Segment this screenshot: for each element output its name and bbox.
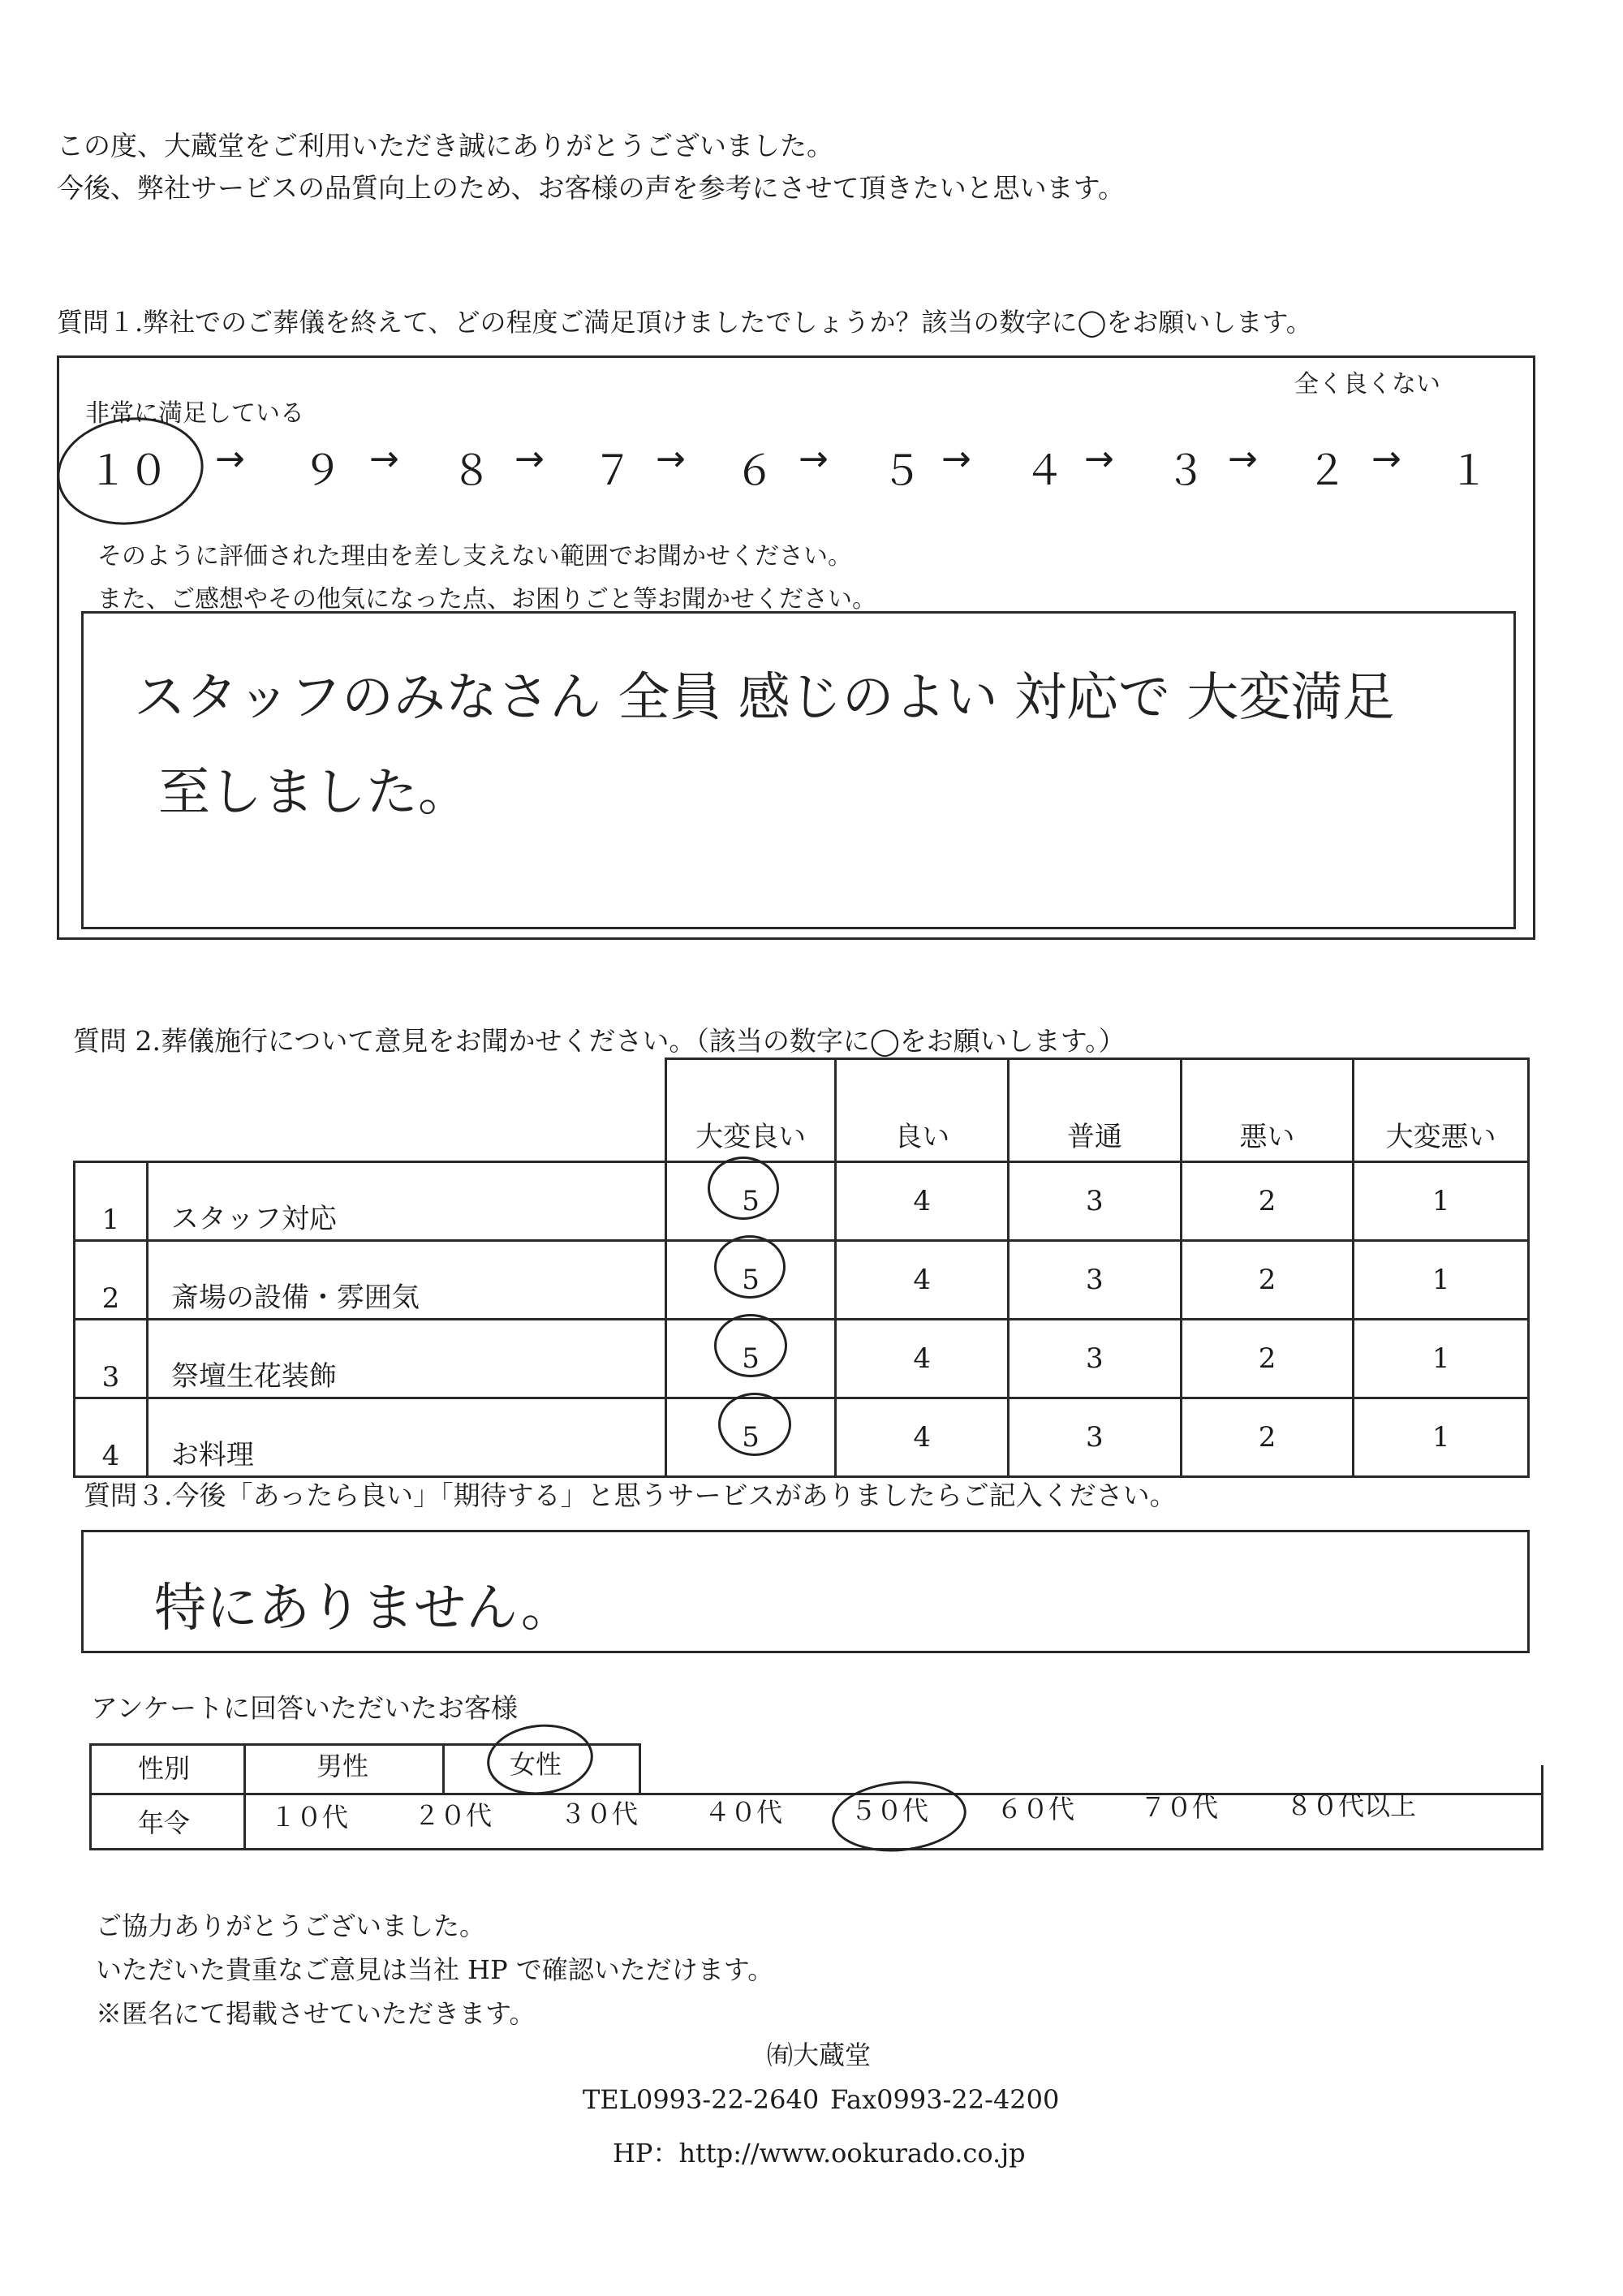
rating-1[interactable]: 1: [1354, 1320, 1529, 1398]
rating-5[interactable]: 5: [665, 1398, 836, 1477]
rating-3[interactable]: 3: [1009, 1320, 1182, 1398]
table-row: [75, 1320, 1529, 1398]
q2-header-very-good: 大変良い: [665, 1059, 836, 1162]
rating-2[interactable]: 2: [1181, 1320, 1354, 1398]
age-40s[interactable]: ４０代: [704, 1797, 783, 1828]
rating-3[interactable]: 3: [1009, 1241, 1182, 1320]
q1-answer-line-1: スタッフのみなさん 全員 感じのよい 対応で 大変満足: [134, 668, 1395, 728]
rating-3[interactable]: 3: [1009, 1398, 1182, 1477]
scale-2[interactable]: ２: [1307, 447, 1347, 494]
scale-8[interactable]: ８: [451, 447, 492, 494]
scale-arrow: →: [656, 438, 686, 480]
q1-title: 質問１.弊社でのご葬儀を終えて、どの程度ご満足頂けましたでしょうか？該当の数字に◯をお願いします。: [57, 307, 1312, 338]
rating-3[interactable]: 3: [1009, 1162, 1182, 1241]
company-tel: TEL0993-22-2640: [583, 2084, 820, 2115]
scale-arrow: →: [1371, 438, 1401, 480]
rating-2[interactable]: 2: [1181, 1162, 1354, 1241]
age-10s[interactable]: １０代: [270, 1802, 349, 1833]
age-80s-plus[interactable]: ８０代以上: [1286, 1790, 1417, 1821]
scale-10[interactable]: １０: [88, 447, 169, 494]
age-label: 年令: [138, 1807, 191, 1838]
scale-5[interactable]: ５: [881, 447, 922, 494]
q2-header-very-bad: 大変悪い: [1354, 1059, 1529, 1162]
table-row: [75, 1162, 1529, 1241]
q2-header-normal: 普通: [1009, 1059, 1182, 1162]
row-number: 2: [75, 1241, 148, 1320]
rating-5[interactable]: 5: [665, 1320, 836, 1398]
rating-2[interactable]: 2: [1181, 1398, 1354, 1477]
q1-right-label: 全く良くない: [1294, 370, 1440, 398]
intro-line-1: この度、大蔵堂をご利用いただき誠にありがとうございました。: [57, 130, 833, 162]
rating-4[interactable]: 4: [836, 1320, 1009, 1398]
row-number: 1: [75, 1162, 148, 1241]
q1-reason-line-2: また、ご感想やその他気になった点、お困りごと等お聞かせください。: [97, 585, 876, 614]
scale-arrow: →: [941, 438, 971, 480]
q1-left-label: 非常に満足している: [85, 399, 304, 428]
gender-male[interactable]: 男性: [316, 1751, 369, 1781]
rating-4[interactable]: 4: [836, 1241, 1009, 1320]
table-row: [75, 1241, 1529, 1320]
scale-arrow: →: [1084, 438, 1114, 480]
scale-3[interactable]: ３: [1165, 447, 1206, 494]
company-fax: Fax0993-22-4200: [830, 2084, 1060, 2115]
rating-2[interactable]: 2: [1181, 1241, 1354, 1320]
age-50s[interactable]: ５０代: [850, 1795, 929, 1826]
q2-header-good: 良い: [836, 1059, 1009, 1162]
q3-title: 質問３.今後「あったら良い」「期待する」と思うサービスがありましたらご記入ください。: [84, 1480, 1177, 1511]
q2-header-bad: 悪い: [1181, 1059, 1354, 1162]
rating-5[interactable]: 5: [665, 1162, 836, 1241]
rating-4[interactable]: 4: [836, 1398, 1009, 1477]
company-name: ㈲大蔵堂: [767, 2040, 872, 2070]
age-20s[interactable]: ２０代: [414, 1800, 493, 1831]
q3-answer: 特にありません。: [154, 1579, 573, 1639]
q2-table: [73, 1058, 1530, 1478]
age-60s[interactable]: ６０代: [997, 1794, 1075, 1824]
rating-5[interactable]: 5: [665, 1241, 836, 1320]
row-label: 斎場の設備・雰囲気: [147, 1241, 665, 1320]
scale-arrow: →: [1228, 438, 1258, 480]
rating-4[interactable]: 4: [836, 1162, 1009, 1241]
rating-1[interactable]: 1: [1354, 1162, 1529, 1241]
intro-line-2: 今後、弊社サービスの品質向上のため、お客様の声を参考にさせて頂きたいと思います。: [57, 172, 1126, 204]
age-30s[interactable]: ３０代: [560, 1798, 639, 1829]
rating-1[interactable]: 1: [1354, 1398, 1529, 1477]
row-number: 4: [75, 1398, 148, 1477]
rating-1[interactable]: 1: [1354, 1241, 1529, 1320]
footer-thanks: ご協力ありがとうございました。: [96, 1910, 486, 1941]
scale-1[interactable]: １: [1449, 447, 1489, 494]
q2-title: 質問 2.葬儀施行について意見をお聞かせください。（該当の数字に◯をお願いします。）: [73, 1025, 1126, 1057]
age-70s[interactable]: ７０代: [1140, 1792, 1219, 1823]
footer-note-2: ※匿名にて掲載させていただきます。: [96, 1998, 536, 2029]
scale-4[interactable]: ４: [1024, 447, 1065, 494]
row-label: 祭壇生花装飾: [147, 1320, 665, 1398]
company-website[interactable]: HP：http://www.ookurado.co.jp: [613, 2138, 1026, 2169]
scale-6[interactable]: ６: [734, 447, 775, 494]
q1-answer-line-2: 至しました。: [158, 763, 470, 823]
footer-note-1: いただいた貴重なご意見は当社 HP で確認いただけます。: [96, 1954, 774, 1985]
scale-arrow: →: [369, 438, 399, 480]
row-number: 3: [75, 1320, 148, 1398]
scale-7[interactable]: ７: [592, 447, 633, 494]
scale-arrow: →: [799, 438, 829, 480]
row-label: スタッフ対応: [147, 1162, 665, 1241]
gender-label: 性別: [138, 1753, 191, 1784]
row-label: お料理: [147, 1398, 665, 1477]
scale-arrow: →: [215, 438, 245, 480]
respondent-title: アンケートに回答いただいたお客様: [91, 1692, 519, 1724]
table-row: [75, 1398, 1529, 1477]
scale-9[interactable]: ９: [302, 447, 342, 494]
q1-reason-line-1: そのように評価された理由を差し支えない範囲でお聞かせください。: [97, 542, 852, 571]
gender-female[interactable]: 女性: [510, 1749, 562, 1780]
scale-arrow: →: [514, 438, 545, 480]
